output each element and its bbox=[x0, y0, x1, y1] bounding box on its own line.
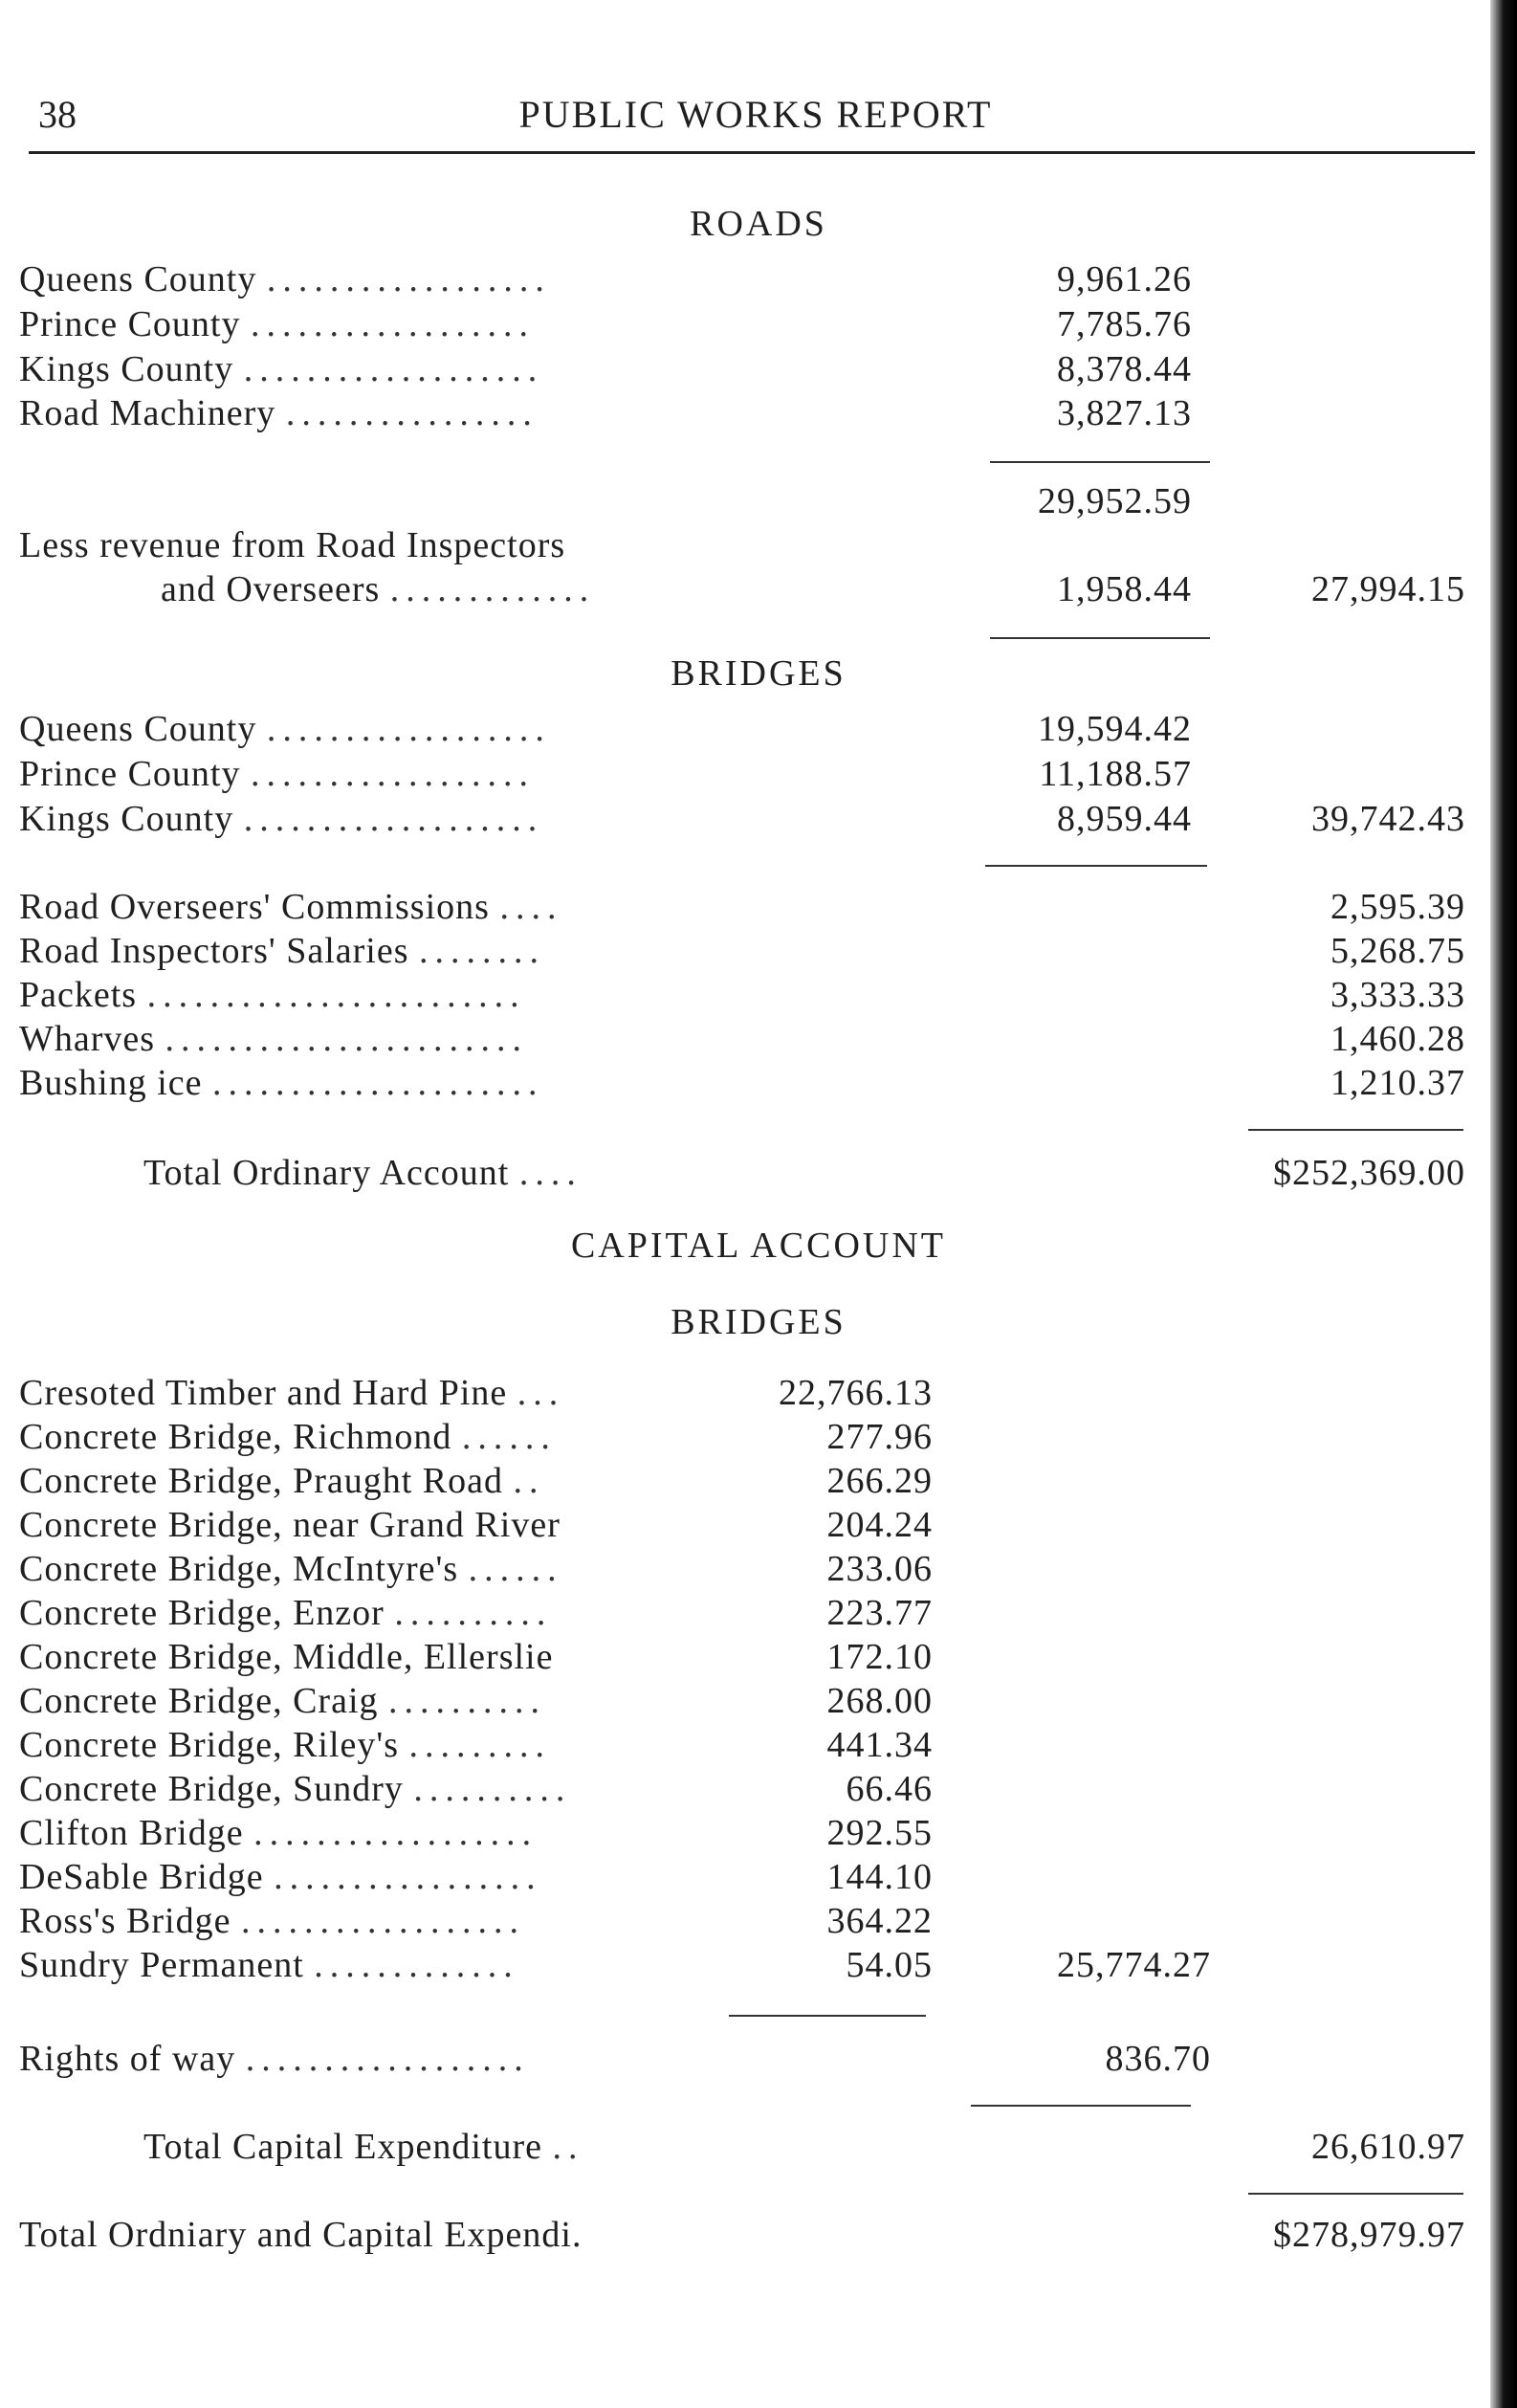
roads-row bbox=[0, 390, 1517, 436]
row-label: Packets bbox=[19, 975, 138, 1015]
roads-row bbox=[0, 346, 1517, 392]
row-amount: 1,210.37 bbox=[1330, 1063, 1465, 1103]
roads-subtotal: 29,952.59 bbox=[1038, 481, 1192, 521]
leader-dots: .......... bbox=[394, 1593, 553, 1633]
row-amount: 7,785.76 bbox=[1057, 304, 1192, 344]
capital-row bbox=[0, 1854, 1517, 1900]
leader-dots: ......... bbox=[408, 1725, 552, 1765]
capital-row bbox=[0, 1898, 1517, 1944]
leader-dots: ...... bbox=[468, 1549, 563, 1589]
row-label: Clifton Bridge bbox=[19, 1813, 244, 1853]
row-amount: 11,188.57 bbox=[1039, 754, 1192, 794]
row-label: Concrete Bridge, near Grand River bbox=[19, 1505, 561, 1545]
bridges-total: 39,742.43 bbox=[1311, 799, 1465, 839]
row-label: Rights of way bbox=[19, 2039, 236, 2079]
row-label: DeSable Bridge bbox=[19, 1857, 264, 1897]
leader-dots: .................. bbox=[253, 1813, 539, 1853]
capital-account-heading: CAPITAL ACCOUNT bbox=[570, 1226, 947, 1266]
bridges-rule bbox=[985, 865, 1207, 867]
row-amount: 5,268.75 bbox=[1330, 931, 1465, 971]
leader-dots: ............. bbox=[389, 569, 596, 609]
total-ordinary-row bbox=[0, 1150, 1517, 1196]
leader-dots: ... bbox=[517, 1373, 565, 1413]
leader-dots: .................. bbox=[250, 304, 535, 344]
row-amount: 277.96 bbox=[826, 1417, 933, 1457]
leader-dots: .................. bbox=[240, 1901, 525, 1941]
leader-dots: ........................ bbox=[146, 975, 526, 1015]
leader-dots: ................. bbox=[274, 1857, 542, 1897]
running-title: PUBLIC WORKS REPORT bbox=[518, 93, 993, 136]
misc-row bbox=[0, 1016, 1517, 1062]
row-amount: 3,333.33 bbox=[1330, 975, 1465, 1015]
capital-row bbox=[0, 1590, 1517, 1636]
leader-dots: .................. bbox=[266, 709, 551, 749]
capital-row bbox=[0, 1722, 1517, 1768]
capital-row bbox=[0, 1458, 1517, 1504]
total-capital-row bbox=[0, 2124, 1517, 2170]
row-label: Concrete Bridge, Richmond bbox=[19, 1417, 452, 1457]
rights-of-way-amount: 836.70 bbox=[1105, 2039, 1211, 2079]
row-label: Concrete Bridge, Enzor bbox=[19, 1593, 385, 1633]
leader-dots: .... bbox=[499, 887, 563, 927]
leader-dots: ................ bbox=[285, 393, 539, 433]
roads-rule bbox=[990, 637, 1210, 639]
row-label: Road Machinery bbox=[19, 393, 276, 433]
grand-total-amount: $278,979.97 bbox=[1273, 2215, 1465, 2255]
bridges-row bbox=[0, 751, 1517, 797]
row-label: Queens County bbox=[19, 709, 257, 749]
rights-of-way-row bbox=[0, 2036, 1517, 2082]
roads-net-total: 27,994.15 bbox=[1311, 569, 1465, 609]
row-label: Sundry Permanent bbox=[19, 1945, 304, 1985]
row-amount: 8,378.44 bbox=[1057, 349, 1192, 389]
misc-row bbox=[0, 928, 1517, 974]
row-label: Total Ordinary Account bbox=[143, 1153, 510, 1193]
leader-dots: .................. bbox=[250, 754, 535, 794]
less-revenue-label: Less revenue from Road Inspectors bbox=[19, 525, 566, 565]
leader-dots: ..................... bbox=[211, 1063, 544, 1103]
row-amount: 266.29 bbox=[826, 1461, 933, 1501]
row-label: Prince County bbox=[19, 754, 241, 794]
roads-heading: ROADS bbox=[690, 204, 827, 244]
total-capital-amount: 26,610.97 bbox=[1311, 2127, 1465, 2167]
leader-dots: .... bbox=[518, 1153, 583, 1193]
misc-row bbox=[0, 884, 1517, 930]
row-amount: 66.46 bbox=[846, 1769, 933, 1809]
leader-dots: ................... bbox=[243, 799, 544, 839]
row-amount: 292.55 bbox=[826, 1813, 933, 1853]
total-ordinary-amount: $252,369.00 bbox=[1273, 1153, 1465, 1193]
row-amount: 223.77 bbox=[826, 1593, 933, 1633]
row-label: Road Overseers' Commissions bbox=[19, 887, 490, 927]
row-label: Bushing ice bbox=[19, 1063, 203, 1103]
row-amount: 204.24 bbox=[826, 1505, 933, 1545]
row-amount: 22,766.13 bbox=[779, 1373, 933, 1413]
capital-row bbox=[0, 1766, 1517, 1812]
grand-total-row bbox=[0, 2212, 1517, 2258]
leader-dots: ....................... bbox=[165, 1019, 529, 1059]
row-label: Concrete Bridge, Craig bbox=[19, 1681, 379, 1721]
row-label: Ross's Bridge bbox=[19, 1901, 231, 1941]
row-amount: 19,594.42 bbox=[1038, 709, 1192, 749]
capital-row bbox=[0, 1634, 1517, 1680]
row-label: Concrete Bridge, Middle, Ellerslie bbox=[19, 1637, 554, 1677]
row-label: Concrete Bridge, Riley's bbox=[19, 1725, 400, 1765]
leader-dots: .......... bbox=[388, 1681, 547, 1721]
leader-dots: .................. bbox=[245, 2039, 530, 2079]
leader-dots: .......... bbox=[413, 1769, 572, 1809]
total-capital-rule bbox=[1248, 2193, 1463, 2195]
capital-row bbox=[0, 1942, 1517, 1988]
row-label: Road Inspectors' Salaries bbox=[19, 931, 409, 971]
leader-dots: ................... bbox=[243, 349, 544, 389]
row-amount: 233.06 bbox=[826, 1549, 933, 1589]
capital-rule bbox=[729, 2015, 926, 2017]
row-amount: 9,961.26 bbox=[1057, 259, 1192, 299]
row-label: and Overseers bbox=[161, 569, 381, 609]
capital-row bbox=[0, 1546, 1517, 1592]
leader-dots: ............. bbox=[314, 1945, 519, 1985]
roads-subtotal-row bbox=[0, 478, 1517, 524]
row-label: Kings County bbox=[19, 349, 234, 389]
leader-dots: .................. bbox=[266, 259, 551, 299]
row-amount: 144.10 bbox=[826, 1857, 933, 1897]
leader-dots: .. bbox=[513, 1461, 545, 1501]
row-label: Concrete Bridge, Sundry bbox=[19, 1769, 404, 1809]
page-number: 38 bbox=[38, 93, 77, 136]
less-revenue-row-2 bbox=[0, 566, 1517, 612]
roads-row bbox=[0, 256, 1517, 302]
bridges-row bbox=[0, 706, 1517, 752]
leader-dots: ...... bbox=[461, 1417, 557, 1457]
capital-row bbox=[0, 1810, 1517, 1856]
row-label: Wharves bbox=[19, 1019, 156, 1059]
misc-rule bbox=[1248, 1129, 1463, 1131]
header-rule bbox=[29, 151, 1475, 154]
row-amount: 54.05 bbox=[846, 1945, 933, 1985]
leader-dots: ........ bbox=[419, 931, 546, 971]
misc-row bbox=[0, 972, 1517, 1018]
capital-row bbox=[0, 1502, 1517, 1548]
roads-row bbox=[0, 301, 1517, 347]
less-revenue-row bbox=[0, 522, 1517, 568]
capital-bridges-total: 25,774.27 bbox=[1057, 1945, 1211, 1985]
capital-row bbox=[0, 1678, 1517, 1724]
row-label: Prince County bbox=[19, 304, 241, 344]
row-label: Concrete Bridge, McIntyre's bbox=[19, 1549, 459, 1589]
leader-dots: .. bbox=[552, 2127, 584, 2167]
row-amount: 172.10 bbox=[826, 1637, 933, 1677]
row-amount: 8,959.44 bbox=[1057, 799, 1192, 839]
row-amount: 441.34 bbox=[826, 1725, 933, 1765]
capital-row bbox=[0, 1414, 1517, 1460]
row-label: Cresoted Timber and Hard Pine bbox=[19, 1373, 508, 1413]
row-amount: 3,827.13 bbox=[1057, 393, 1192, 433]
row-amount: 268.00 bbox=[826, 1681, 933, 1721]
bridges-row bbox=[0, 796, 1517, 842]
row-amount: 364.22 bbox=[826, 1901, 933, 1941]
row-label: Kings County bbox=[19, 799, 234, 839]
bridges-heading: BRIDGES bbox=[671, 653, 846, 694]
rights-rule bbox=[971, 2105, 1191, 2107]
row-label: Queens County bbox=[19, 259, 257, 299]
misc-row bbox=[0, 1060, 1517, 1106]
row-amount: 1,460.28 bbox=[1330, 1019, 1465, 1059]
subtotal-rule bbox=[990, 461, 1210, 463]
row-label: Total Capital Expenditure bbox=[143, 2127, 543, 2167]
grand-total-label: Total Ordniary and Capital Expendi. bbox=[19, 2215, 583, 2255]
row-amount: 2,595.39 bbox=[1330, 887, 1465, 927]
less-revenue-amount: 1,958.44 bbox=[1057, 569, 1192, 609]
row-label: Concrete Bridge, Praught Road bbox=[19, 1461, 504, 1501]
capital-bridges-heading: BRIDGES bbox=[671, 1302, 846, 1342]
capital-row bbox=[0, 1370, 1517, 1416]
